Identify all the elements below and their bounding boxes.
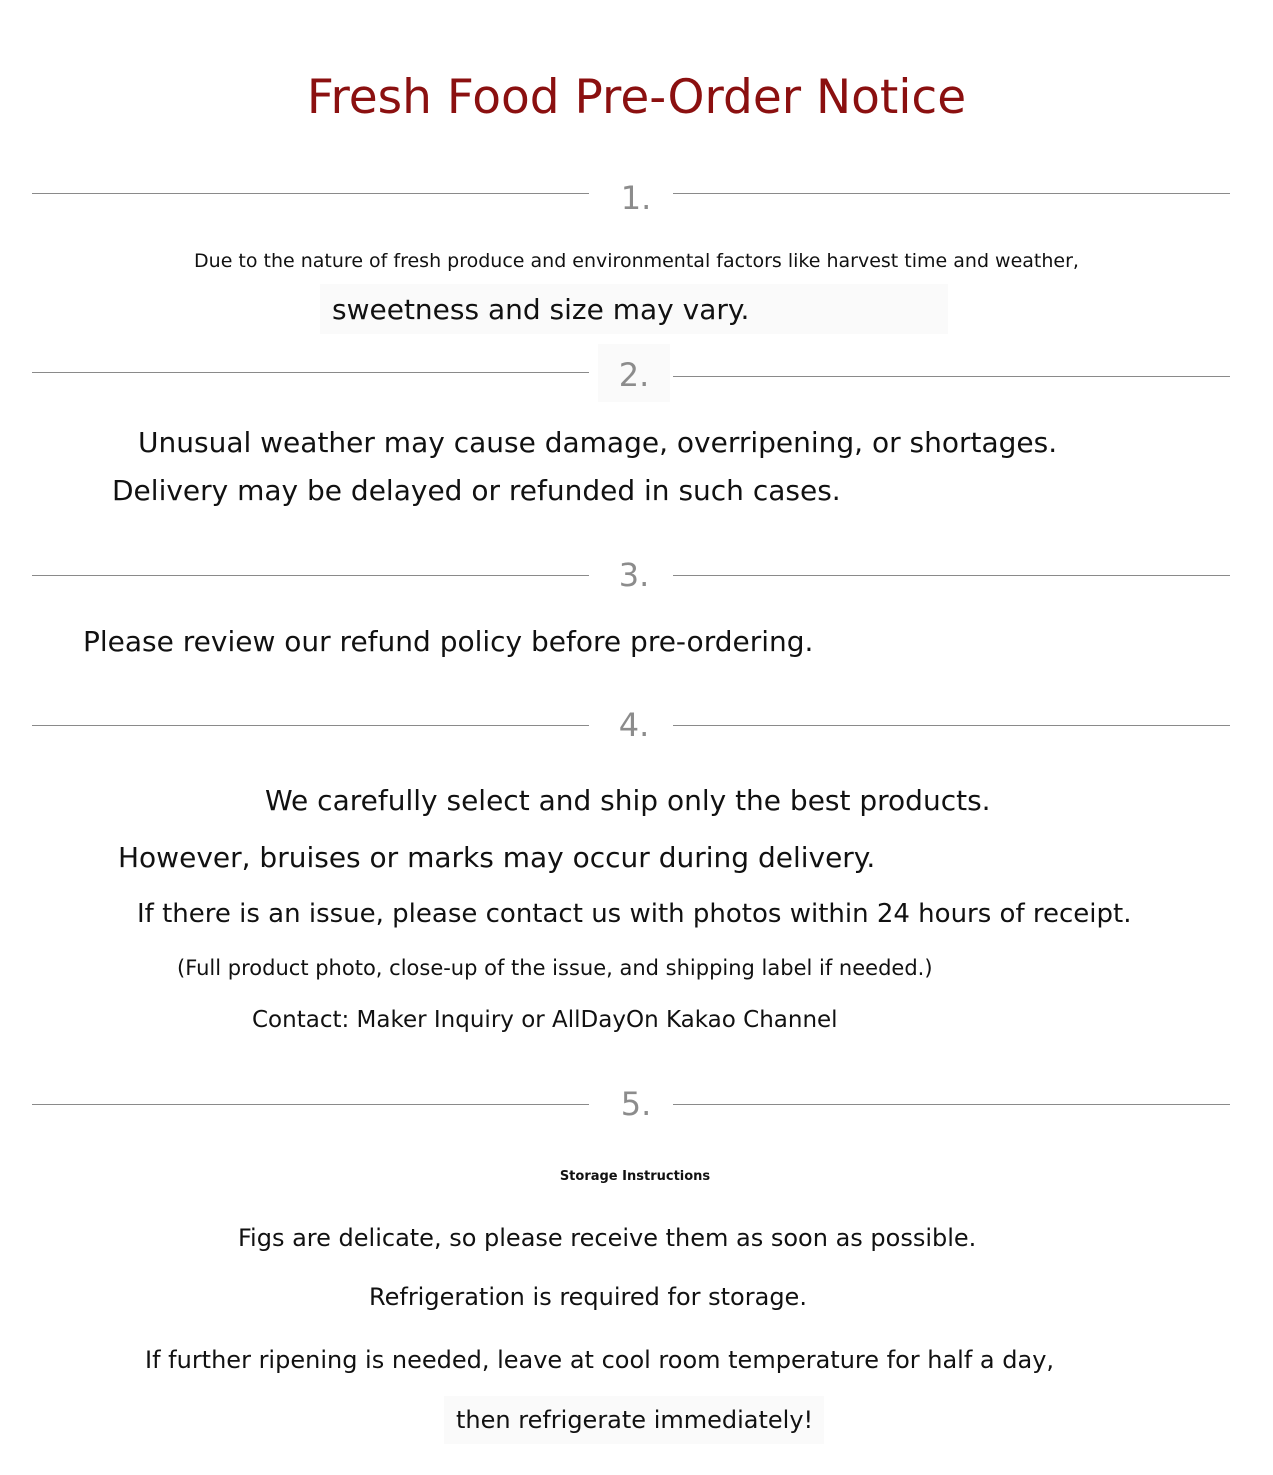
section-1-line-1: Due to the nature of fresh produce and environmental factors like harvest time and weather,: [194, 250, 1079, 272]
section-2-line-2: Delivery may be delayed or refunded in such cases.: [112, 474, 841, 507]
section-3-divider-right: [673, 575, 1230, 576]
section-4-divider-right: [673, 725, 1230, 726]
section-3-line-1: Please review our refund policy before pre-ordering.: [83, 625, 814, 658]
section-1-number: 1.: [620, 179, 652, 217]
section-5-divider-right: [673, 1104, 1230, 1105]
section-4-line-1: We carefully select and ship only the best products.: [265, 784, 991, 817]
section-4-contact: Contact: Maker Inquiry or AllDayOn Kakao Channel: [252, 1007, 838, 1033]
section-1-divider-right: [673, 193, 1230, 194]
section-1-divider-left: [32, 193, 589, 194]
section-4-line-2: However, bruises or marks may occur during delivery.: [118, 841, 876, 874]
storage-heading: Storage Instructions: [559, 1169, 711, 1184]
section-5-divider-left: [32, 1104, 589, 1105]
section-3-divider-left: [32, 575, 589, 576]
section-4-line-3: If there is an issue, please contact us with photos within 24 hours of receipt.: [137, 899, 1132, 929]
section-1-line-2-box: [320, 284, 948, 334]
section-5-line-1: Figs are delicate, so please receive them as soon as possible.: [238, 1224, 977, 1252]
section-5-line-4-box: [444, 1396, 824, 1444]
section-5-line-2: Refrigeration is required for storage.: [369, 1283, 807, 1311]
section-5-line-4: then refrigerate immediately!: [456, 1406, 814, 1434]
section-4-number: 4.: [618, 706, 650, 744]
section-2-number: 2.: [598, 344, 670, 402]
page-title: Fresh Food Pre-Order Notice: [306, 70, 967, 125]
section-5-number: 5.: [620, 1085, 652, 1123]
section-4-line-4: (Full product photo, close-up of the issue, and shipping label if needed.): [177, 956, 933, 980]
section-4-divider-left: [32, 725, 589, 726]
section-3-number: 3.: [618, 556, 650, 594]
section-1-line-2: sweetness and size may vary.: [332, 293, 750, 326]
section-2-divider-right: [673, 376, 1230, 377]
section-2-divider-left: [32, 372, 589, 373]
section-5-line-3: If further ripening is needed, leave at cool room temperature for half a day,: [145, 1346, 1055, 1374]
section-2-line-1: Unusual weather may cause damage, overripening, or shortages.: [138, 426, 1058, 459]
